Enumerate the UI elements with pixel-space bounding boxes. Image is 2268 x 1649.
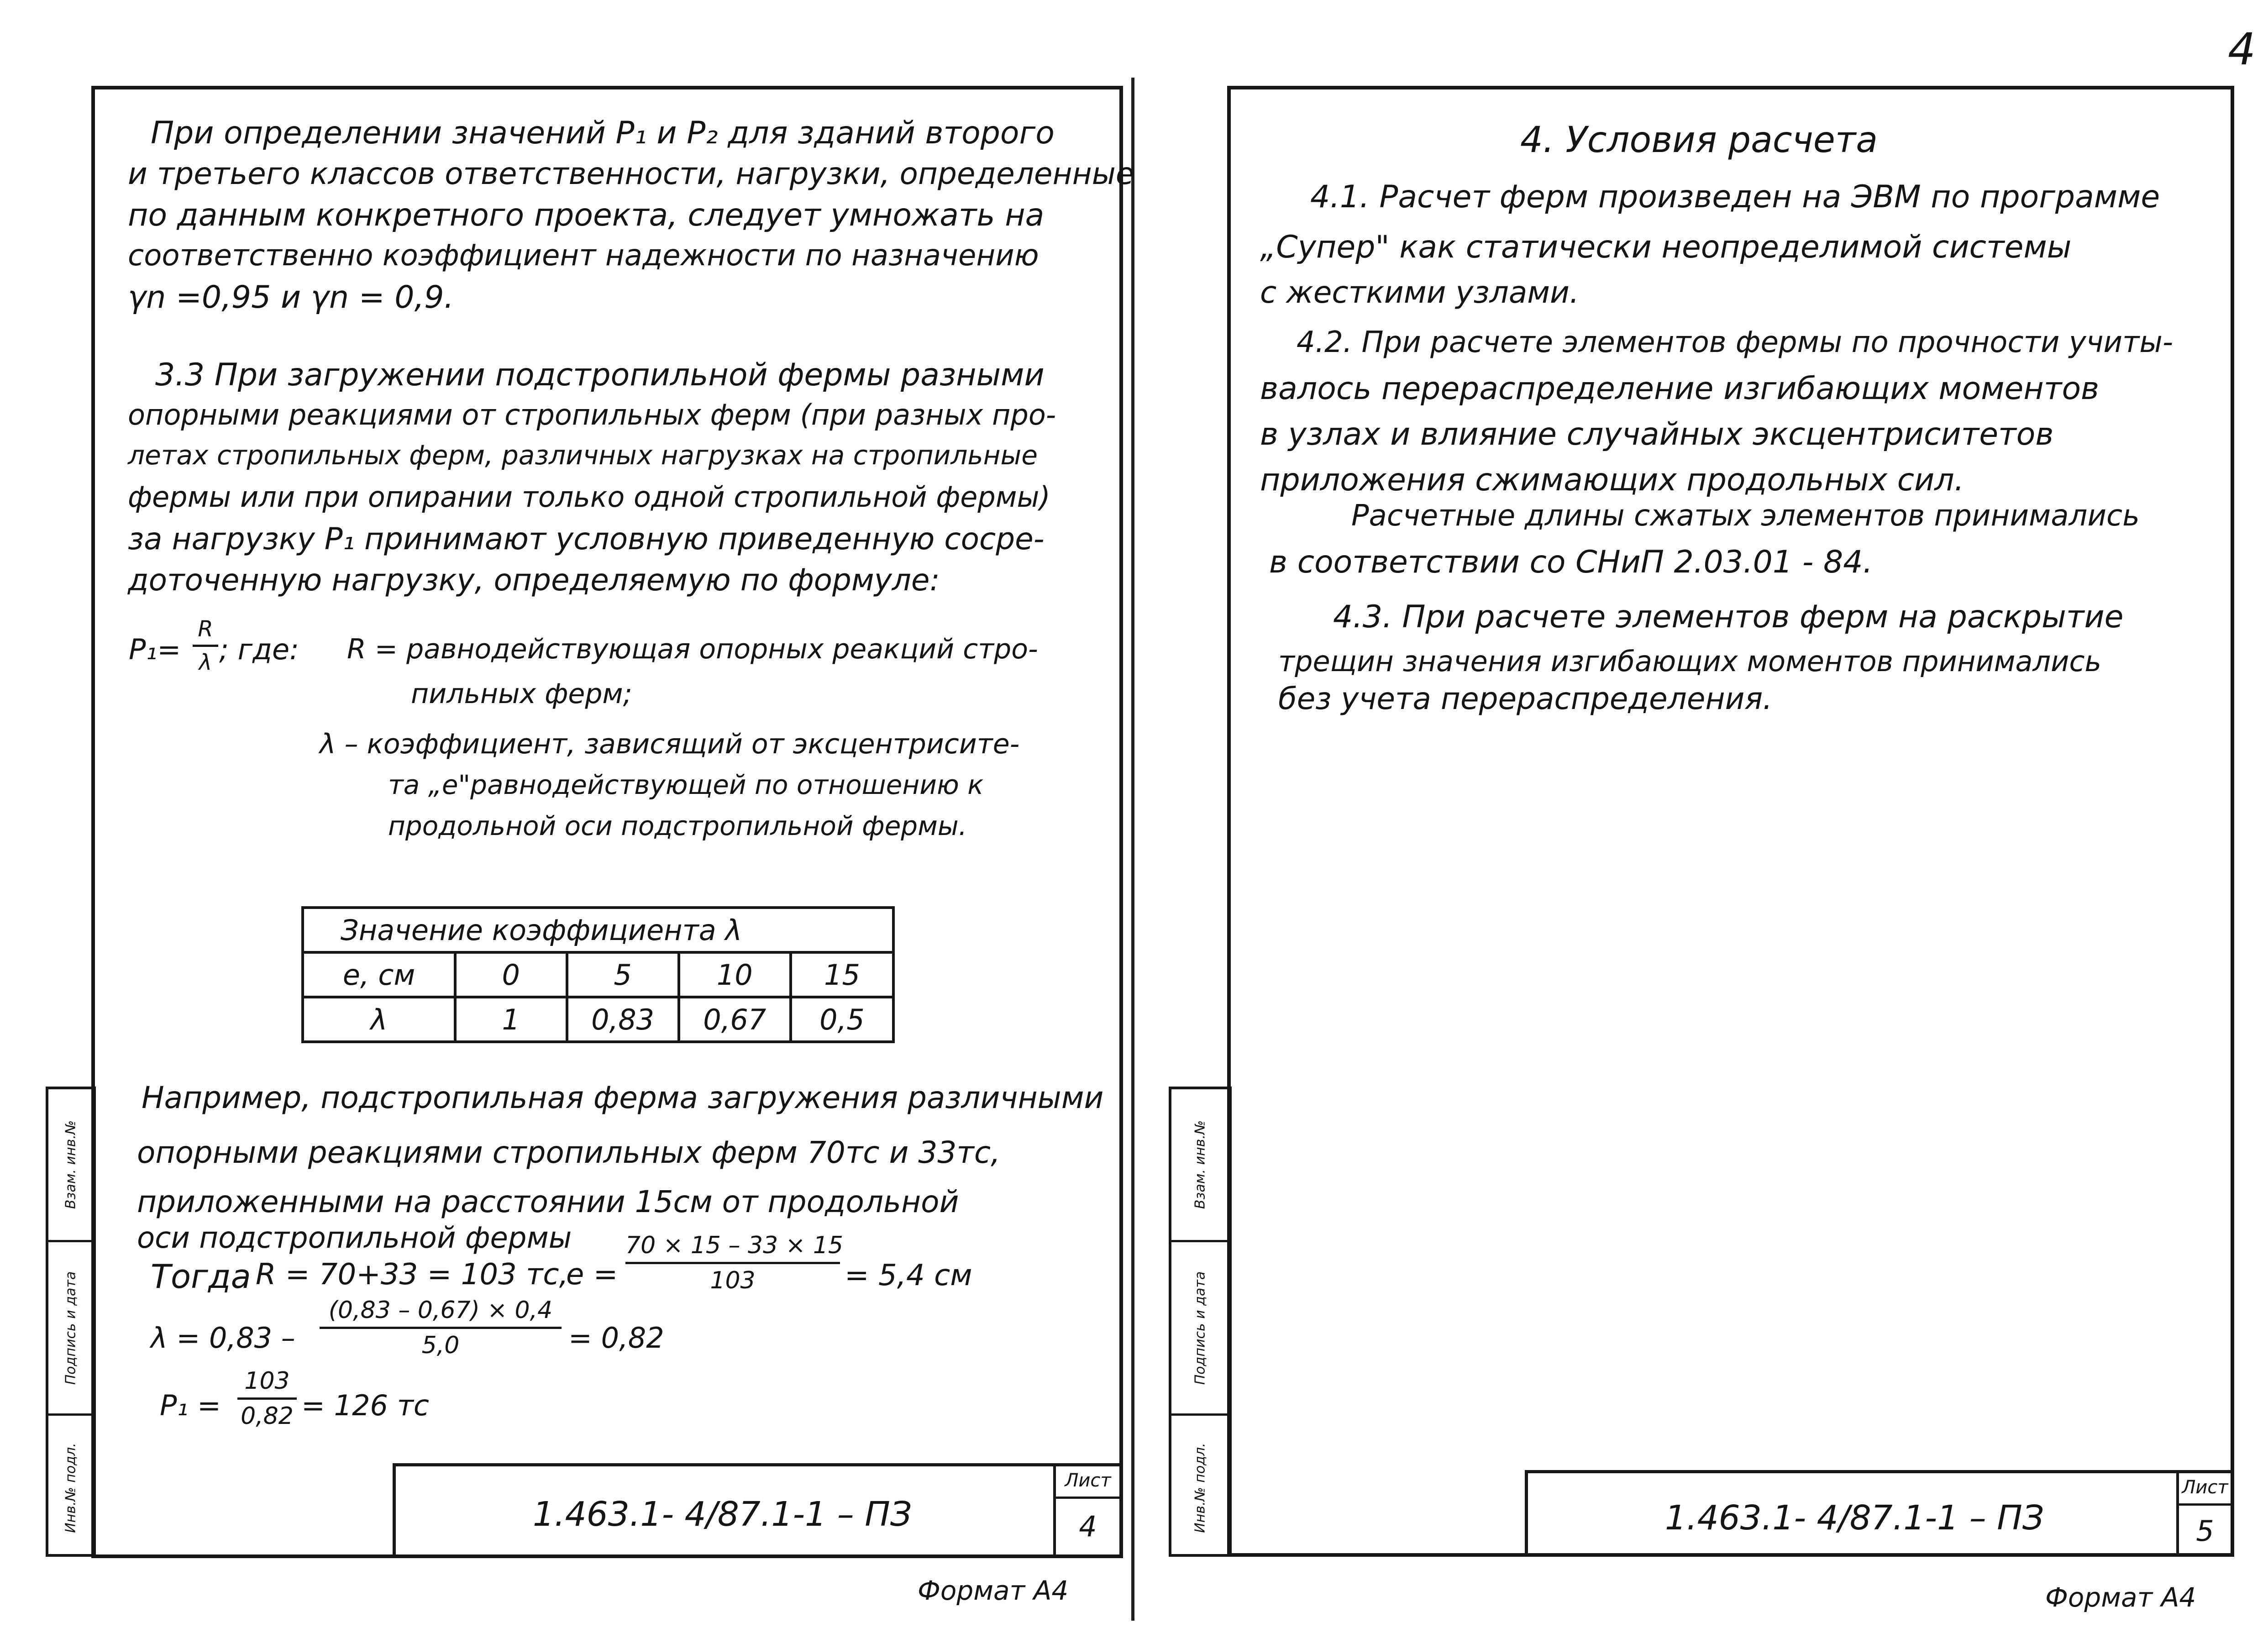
table-cell: λ (303, 997, 455, 1042)
definition-r-line-1: R = равнодействующая опорных реакций стро- (347, 633, 1038, 665)
corner-page-mark: 4 (2228, 24, 2256, 75)
right-line-11: трещин значения изгибающих моментов принимались (1278, 645, 2102, 678)
formula-p1-lhs: P₁= (129, 633, 181, 666)
side-label-signature-date: Подпись и дата (1192, 1271, 1208, 1385)
formula-fraction-r-over-lambda (193, 616, 218, 675)
left-sheet-label: Лист (1056, 1470, 1120, 1499)
formula-gde: ; где: (219, 633, 299, 666)
right-line-9: в соответствии со СНиП 2.03.01 - 84. (1269, 544, 1873, 580)
side-label-signature-date: Подпись и дата (63, 1271, 79, 1385)
right-line-2: „Супер" как статически неопределимой системы (1260, 229, 2072, 265)
left-document-code: 1.463.1- 4/87.1-1 – ПЗ (533, 1495, 912, 1534)
calc-lambda-numerator: (0,83 – 0,67) × 0,4 (328, 1297, 553, 1324)
left-intro-line-3: по данным конкретного проекта, следует умножать на (128, 197, 1045, 233)
right-line-10: 4.3. При расчете элементов ферм на раскрытие (1333, 599, 2124, 635)
side-cell-original-inv (48, 1413, 93, 1560)
right-side-strip (1169, 1087, 1232, 1557)
formula-num-r: R (198, 616, 213, 642)
right-line-6: в узлах и влияние случайных эксцентриситетов (1260, 416, 2054, 452)
table-cell: е, см (303, 952, 455, 997)
example-line-1: Например, подстропильная ферма загружения различными (142, 1080, 1104, 1115)
table-cell: 0,83 (567, 997, 679, 1042)
section-3-3-line-1: 3.3 При загружении подстропильной фермы разными (155, 357, 1045, 393)
right-document-code: 1.463.1- 4/87.1-1 – ПЗ (1665, 1498, 2044, 1538)
example-line-3: приложенными на расстоянии 15см от продольной (137, 1184, 959, 1219)
example-line-2: опорными реакциями стропильных ферм 70тс и 33тс, (137, 1135, 1001, 1170)
calc-p1-fraction (237, 1367, 297, 1430)
formula-den-lambda: λ (199, 650, 212, 675)
calc-e-denominator: 103 (710, 1267, 756, 1294)
section-3-3-line-6: доточенную нагрузку, определяемую по формуле: (128, 562, 940, 598)
left-sheet-number: 4 (1079, 1510, 1097, 1543)
calc-lambda-lhs: λ = 0,83 – (151, 1321, 295, 1355)
left-intro-line-2: и третьего классов ответственности, нагрузки, определенные (128, 156, 1134, 191)
right-line-1: 4.1. Расчет ферм произведен на ЭВМ по программе (1310, 179, 2160, 215)
fraction-bar (237, 1397, 297, 1400)
right-sheet-label: Лист (2179, 1477, 2231, 1506)
right-sheet-box (2176, 1473, 2231, 1554)
right-line-5: валось перераспределение изгибающих моментов (1260, 371, 2100, 407)
table-cell: 1 (455, 997, 567, 1042)
calc-togda: Тогда (151, 1257, 251, 1296)
fraction-bar (625, 1262, 840, 1264)
calc-p1-lhs: P₁ = (160, 1389, 221, 1422)
table-cell: 15 (791, 952, 893, 997)
side-cell-replace-inv (1171, 1089, 1228, 1240)
coefficient-table-row-e (303, 952, 893, 997)
calc-p1-result: = 126 тс (301, 1389, 429, 1422)
calc-lambda-denominator: 5,0 (421, 1332, 460, 1359)
right-heading: 4. Условия расчета (1520, 120, 1878, 161)
coefficient-table-title-row (303, 908, 893, 952)
calc-e-result: = 5,4 см (845, 1259, 972, 1292)
table-cell: 0,5 (791, 997, 893, 1042)
side-label-replace-inv: Взам. инв.№ (1192, 1120, 1208, 1209)
side-cell-signature-date (1171, 1240, 1228, 1413)
calc-r-expression: R = 70+33 = 103 тс, (256, 1258, 568, 1292)
definition-lambda-line-1: λ – коэффициент, зависящий от эксцентрисите- (320, 728, 1020, 760)
side-cell-original-inv (1171, 1413, 1228, 1560)
calc-p1-numerator: 103 (244, 1367, 290, 1395)
right-sheet-number: 5 (2196, 1514, 2214, 1548)
left-title-block (393, 1463, 1123, 1558)
section-3-3-line-2: опорными реакциями от стропильных ферм (при разных про- (128, 398, 1056, 431)
table-cell: 0,67 (679, 997, 791, 1042)
calc-e-lhs: е = (566, 1258, 618, 1292)
right-line-3: с жесткими узлами. (1260, 275, 1579, 310)
calc-p1-denominator: 0,82 (241, 1402, 294, 1430)
left-intro-line-5: γn =0,95 и γn = 0,9. (128, 279, 454, 315)
table-cell: 0 (455, 952, 567, 997)
left-intro-line-1: При определении значений P₁ и P₂ для зданий второго (151, 115, 1055, 151)
left-side-strip (46, 1087, 96, 1557)
left-sheet-box (1053, 1466, 1120, 1555)
right-line-7: приложения сжимающих продольных сил. (1260, 462, 1964, 498)
fraction-bar (320, 1327, 562, 1329)
right-format-label: Формат А4 (2045, 1582, 2196, 1613)
section-3-3-line-4: фермы или при опирании только одной стропильной фермы) (128, 480, 1050, 514)
table-cell: 10 (679, 952, 791, 997)
left-intro-line-4: соответственно коэффициент надежности по назначению (128, 239, 1039, 273)
calc-e-fraction (625, 1232, 843, 1294)
coefficient-table (301, 906, 895, 1043)
definition-r-line-2: пильных ферм; (411, 678, 632, 710)
example-line-4: оси подстропильной фермы (137, 1221, 572, 1255)
section-3-3-line-3: летах стропильных ферм, различных нагрузках на стропильные (128, 440, 1038, 471)
coefficient-table-row-lambda (303, 997, 893, 1042)
calc-lambda-result: = 0,82 (568, 1321, 664, 1355)
right-line-4: 4.2. При расчете элементов фермы по прочности учиты- (1297, 326, 2174, 359)
side-label-original-inv: Инв.№ подл. (1192, 1442, 1208, 1533)
center-divider (1131, 78, 1134, 1621)
left-format-label: Формат А4 (918, 1575, 1069, 1606)
side-label-replace-inv: Взам. инв.№ (63, 1120, 79, 1209)
side-cell-signature-date (48, 1240, 93, 1413)
definition-lambda-line-2: та „е"равнодействующей по отношению к (388, 769, 984, 800)
calc-lambda-fraction (320, 1297, 562, 1359)
table-cell: 5 (567, 952, 679, 997)
calc-e-numerator: 70 × 15 – 33 × 15 (625, 1232, 843, 1259)
side-label-original-inv: Инв.№ подл. (63, 1442, 79, 1533)
section-3-3-line-5: за нагрузку P₁ принимают условную приведенную сосре- (128, 521, 1045, 557)
right-line-12: без учета перераспределения. (1278, 681, 1773, 716)
side-cell-replace-inv (48, 1089, 93, 1240)
definition-lambda-line-3: продольной оси подстропильной фермы. (388, 810, 967, 841)
right-line-8: Расчетные длины сжатых элементов принимались (1351, 499, 2140, 533)
fraction-bar (193, 645, 218, 647)
coefficient-table-title: Значение коэффициента λ (303, 908, 893, 952)
right-title-block (1525, 1470, 2234, 1557)
